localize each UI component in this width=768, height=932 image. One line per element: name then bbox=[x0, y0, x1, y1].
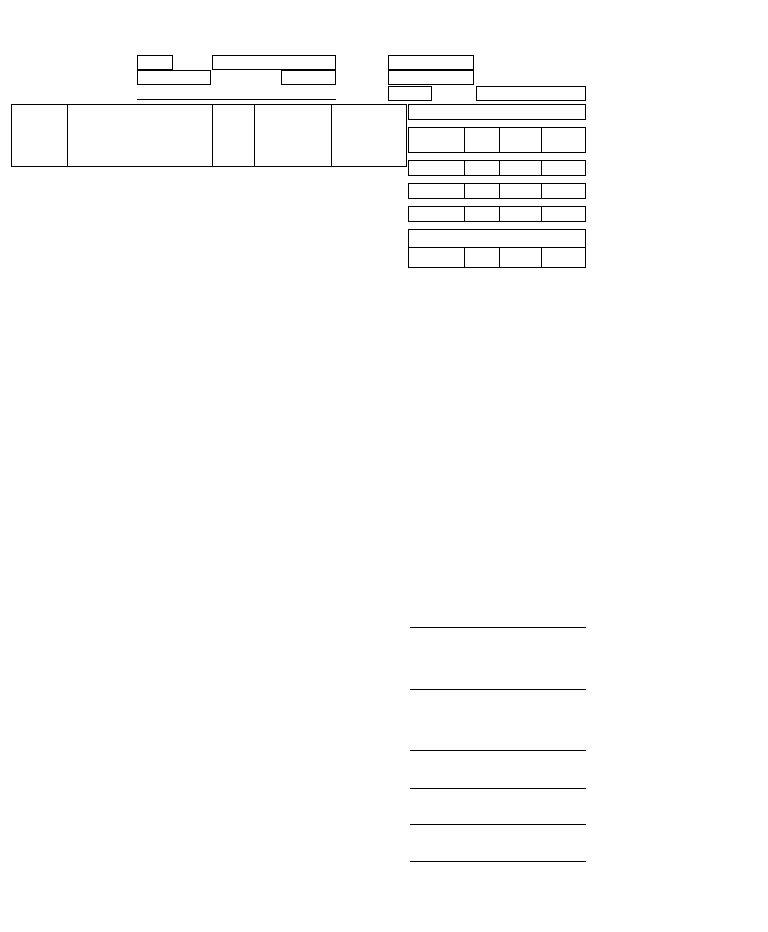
col-lrn bbox=[12, 105, 68, 167]
summary-total-header bbox=[542, 128, 586, 153]
levels-title bbox=[409, 230, 586, 248]
retained-total bbox=[542, 207, 586, 222]
head-signature-line bbox=[410, 689, 586, 690]
school-id-field bbox=[137, 70, 211, 85]
retained-female bbox=[500, 207, 542, 222]
conditional-label bbox=[409, 184, 465, 199]
col-did-not-meet bbox=[332, 105, 407, 167]
scc-member-line-1 bbox=[410, 750, 586, 751]
promoted-total bbox=[542, 161, 586, 176]
conditional-total bbox=[542, 184, 586, 199]
grade-level-field bbox=[388, 86, 432, 101]
levels-male-header bbox=[464, 248, 500, 268]
division-field bbox=[212, 55, 336, 70]
scc-member-line-2 bbox=[410, 788, 586, 789]
col-action bbox=[255, 105, 332, 167]
school-name-field bbox=[137, 88, 336, 100]
curriculum-field bbox=[388, 70, 474, 85]
levels-total-header bbox=[542, 248, 586, 268]
promoted-female bbox=[500, 161, 542, 176]
retained-male bbox=[464, 207, 500, 222]
school-year-field bbox=[281, 70, 336, 85]
retained-label bbox=[409, 207, 465, 222]
summary-title bbox=[409, 105, 586, 120]
levels-female-header bbox=[500, 248, 542, 268]
scc-member-line-3 bbox=[410, 824, 586, 825]
region-field bbox=[137, 55, 173, 70]
scc-member-line-4 bbox=[410, 861, 586, 862]
conditional-male bbox=[464, 184, 500, 199]
conditional-female bbox=[500, 184, 542, 199]
summary-male-header bbox=[464, 128, 500, 153]
promoted-label bbox=[409, 161, 465, 176]
levels-descriptor-header bbox=[409, 248, 465, 268]
section-field bbox=[476, 86, 586, 101]
summary-table bbox=[408, 104, 586, 268]
adviser-signature-line bbox=[410, 627, 586, 628]
promoted-male bbox=[464, 161, 500, 176]
col-average bbox=[213, 105, 255, 167]
summary-status-header bbox=[409, 128, 465, 153]
learners-table-top bbox=[11, 104, 407, 167]
district-field bbox=[388, 55, 474, 70]
summary-female-header bbox=[500, 128, 542, 153]
col-name bbox=[68, 105, 213, 167]
